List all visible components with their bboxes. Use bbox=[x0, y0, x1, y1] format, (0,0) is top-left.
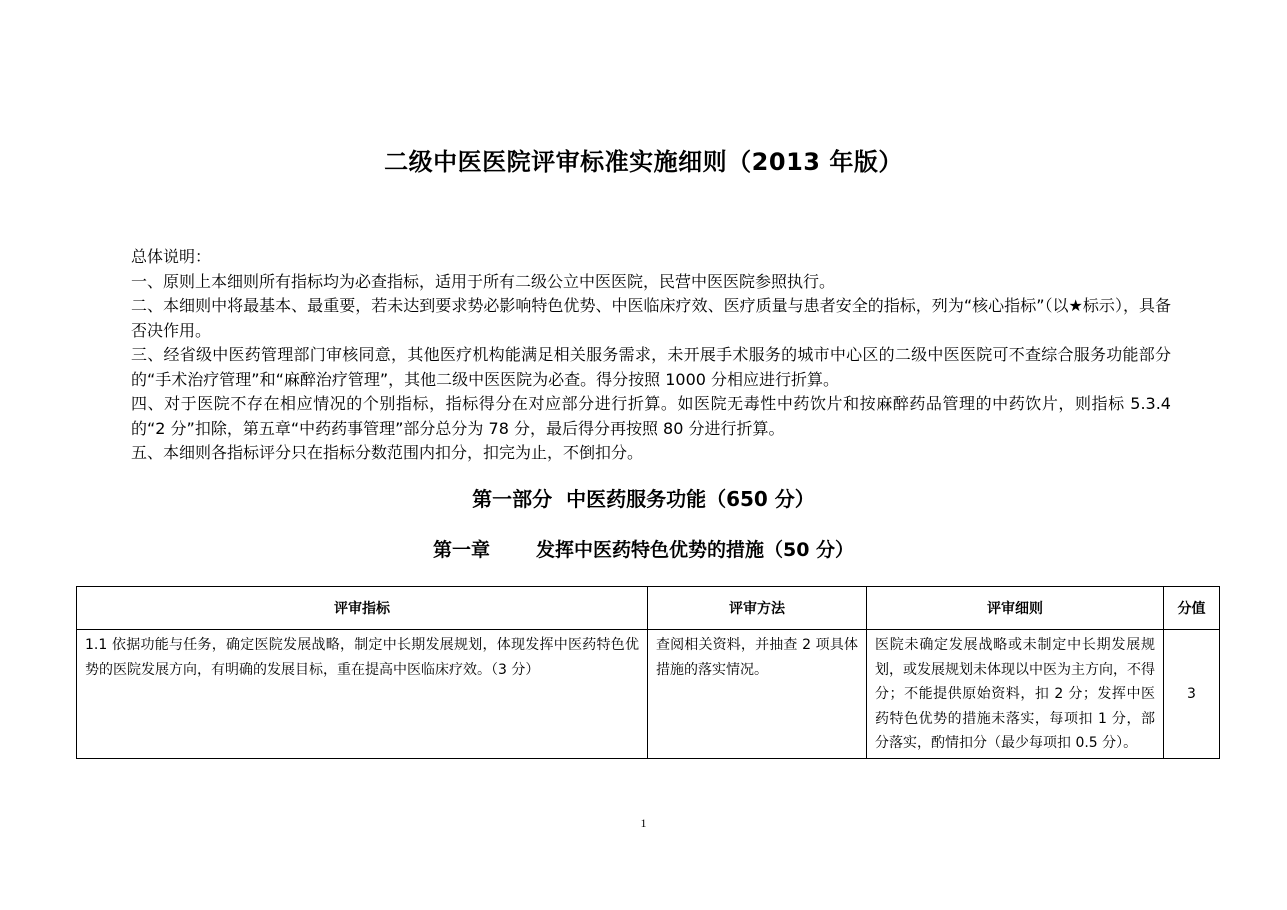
general-notes bbox=[131, 245, 1171, 466]
cell-details: 医院未确定发展战略或未制定中长期发展规划，或发展规划未体现以中医为主方向，不得分；不能提供原始资料，扣 2 分；发挥中医药特色优势的措施未落实，每项扣 1 分，部分落实，酌情扣分（最少每项扣 0.5 分）。 bbox=[867, 630, 1164, 759]
header-details: 评审细则 bbox=[867, 587, 1164, 630]
general-notes-heading: 总体说明： bbox=[131, 247, 212, 266]
general-note-item-4: 四、对于医院不存在相应情况的个别指标，指标得分在对应部分进行折算。如医院无毒性中药饮片和按麻醉药品管理的中药饮片，则指标 5.3.4 的“2 分”扣除，第五章“中药药事管理”部分总分为 78 分，最后得分再按照 80 分进行折算。 bbox=[131, 394, 1171, 438]
chapter-label: 第一章 bbox=[432, 539, 490, 561]
page-number: 1 bbox=[640, 816, 647, 830]
chapter-heading bbox=[0, 535, 1287, 565]
criteria-table bbox=[76, 586, 1220, 759]
general-note-item-3: 三、经省级中医药管理部门审核同意，其他医疗机构能满足相关服务需求，未开展手术服务的城市中心区的二级中医医院可不查综合服务功能部分的“手术治疗管理”和“麻醉治疗管理”，其他二级中医医院为必查。得分按照 1000 分相应进行折算。 bbox=[131, 345, 1171, 389]
cell-score: 3 bbox=[1164, 630, 1220, 759]
document-title: 二级中医医院评审标准实施细则（2013 年版） bbox=[384, 148, 903, 176]
cell-indicator: 1.1 依据功能与任务，确定医院发展战略，制定中长期发展规划，体现发挥中医药特色优势的医院发展方向，有明确的发展目标，重在提高中医临床疗效。（3 分） bbox=[77, 630, 648, 759]
chapter-title: 发挥中医药特色优势的措施（50 分） bbox=[535, 539, 855, 561]
general-note-item-1: 一、原则上本细则所有指标均为必查指标，适用于所有二级公立中医医院，民营中医医院参照执行。 bbox=[131, 271, 836, 291]
table-row bbox=[77, 630, 1220, 759]
header-method: 评审方法 bbox=[648, 587, 867, 630]
table-header-row bbox=[77, 587, 1220, 630]
part-heading: 第一部分 中医药服务功能（650 分） bbox=[472, 487, 815, 511]
general-note-item-2: 二、本细则中将最基本、最重要，若未达到要求势必影响特色优势、中医临床疗效、医疗质量与患者安全的指标，列为“核心指标”（以★标示），具备否决作用。 bbox=[131, 296, 1171, 340]
cell-method: 查阅相关资料，并抽查 2 项具体措施的落实情况。 bbox=[648, 630, 867, 759]
header-indicator: 评审指标 bbox=[77, 587, 648, 630]
general-note-item-5: 五、本细则各指标评分只在指标分数范围内扣分，扣完为止，不倒扣分。 bbox=[131, 443, 644, 462]
header-score: 分值 bbox=[1164, 587, 1220, 630]
